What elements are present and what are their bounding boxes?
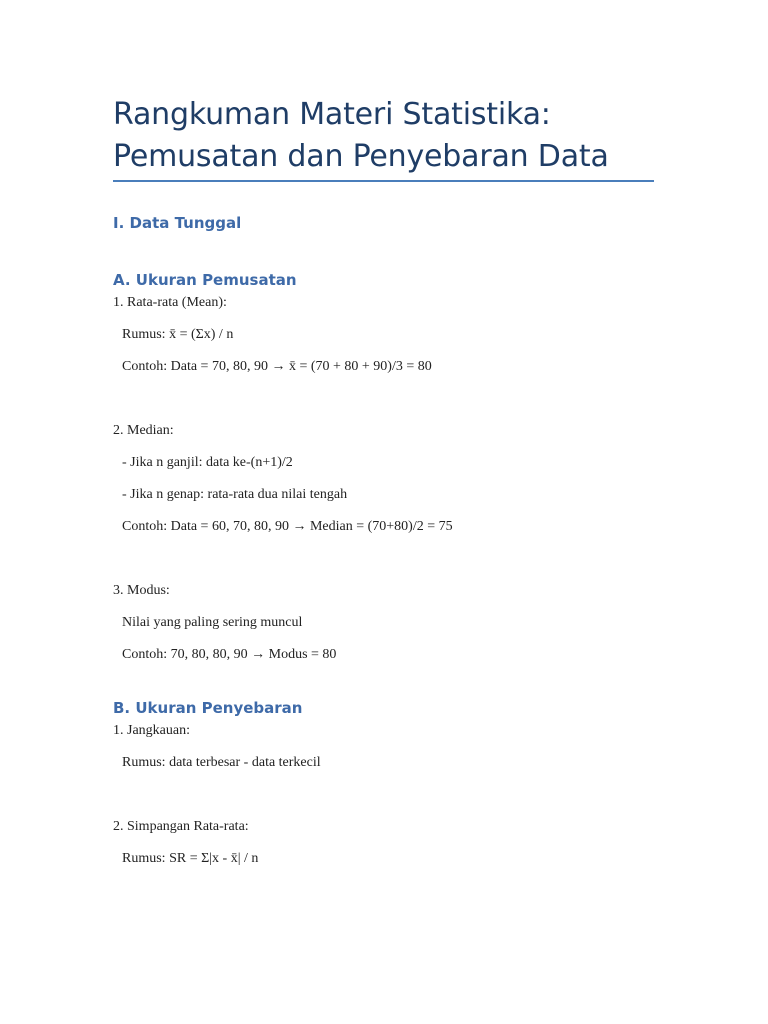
mode-description: Nilai yang paling sering muncul xyxy=(122,615,303,630)
median-title: 2. Median: xyxy=(113,423,174,438)
title-line-1: Rangkuman Materi Statistika: xyxy=(113,97,551,132)
median-example: Contoh: Data = 60, 70, 80, 90 → Median = (70+80)/2 = 75 xyxy=(122,519,453,534)
title-underline xyxy=(113,180,654,182)
document-title xyxy=(113,94,673,178)
mean-deviation-title: 2. Simpangan Rata-rata: xyxy=(113,819,249,834)
mean-formula: Rumus: x̄ = (Σx) / n xyxy=(122,327,234,342)
mean-deviation-formula: Rumus: SR = Σ|x - x̄| / n xyxy=(122,851,259,866)
mode-title: 3. Modus: xyxy=(113,583,170,598)
section-heading-data-tunggal: I. Data Tunggal xyxy=(113,214,242,232)
mean-example: Contoh: Data = 70, 80, 90 → x̄ = (70 + 80 + 90)/3 = 80 xyxy=(122,359,432,374)
mode-example: Contoh: 70, 80, 80, 90 → Modus = 80 xyxy=(122,647,337,662)
mean-title: 1. Rata-rata (Mean): xyxy=(113,295,227,310)
median-even-rule: - Jika n genap: rata-rata dua nilai tengah xyxy=(122,487,348,502)
range-title: 1. Jangkauan: xyxy=(113,723,190,738)
section-heading-ukuran-pemusatan: A. Ukuran Pemusatan xyxy=(113,271,297,289)
median-odd-rule: - Jika n ganjil: data ke-(n+1)/2 xyxy=(122,455,293,470)
title-line-2: Pemusatan dan Penyebaran Data xyxy=(113,139,609,174)
range-formula: Rumus: data terbesar - data terkecil xyxy=(122,755,321,770)
section-heading-ukuran-penyebaran: B. Ukuran Penyebaran xyxy=(113,699,303,717)
